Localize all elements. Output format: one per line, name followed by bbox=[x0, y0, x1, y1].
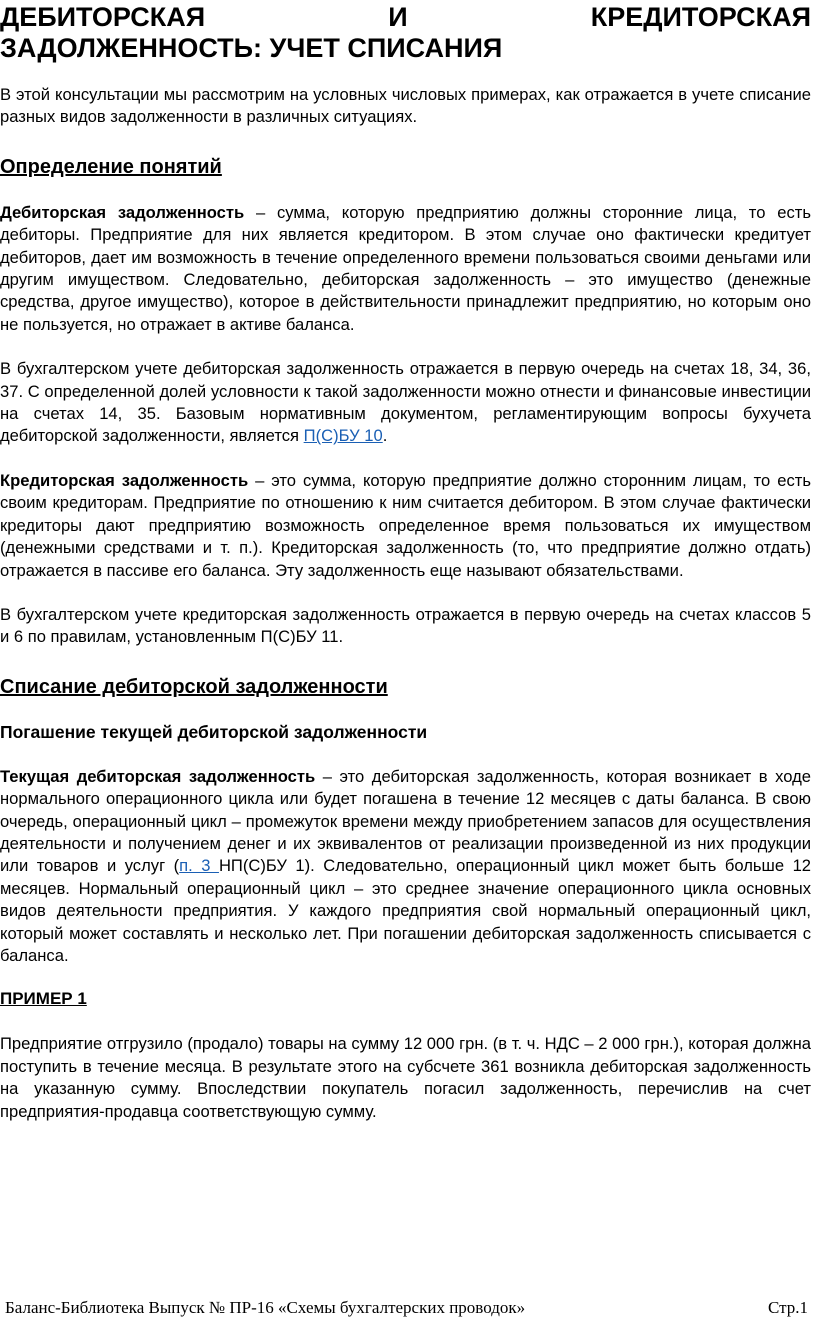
payables-definition-text: – это сумма, которую предприятие должно сторонним лицам, то есть своим кредиторам. Предприятие по отношению к ним считается дебитором. В этом случае фактически кредиторы дают предприятию возможность определенное время пользоваться их имуществом (денежными средствами и т. п.). Кредиторская задолженность (то, что предприятие должно отдать) отражается в пассиве его баланса. Эту задолженность еще называют обязательствами. bbox=[0, 470, 811, 580]
page-footer bbox=[5, 1298, 808, 1318]
footer-publication: Баланс-Библиотека Выпуск № ПР-16 «Схемы бухгалтерских проводок» bbox=[5, 1298, 526, 1317]
receivables-definition-text: – сумма, которую предприятию должны сторонние лица, то есть дебиторы. Предприятие для них является кредитором. В этом случае оно фактически кредитует дебиторов, дает им возможность в течение определенного времени пользоваться своими деньгами или другим имуществом. Следовательно, дебиторская задолженность – это имущество (денежные средства, другое имущество), которое в действительности принадлежит предприятию, но которым оно не пользуется, но отражает в активе баланса. bbox=[0, 202, 811, 334]
receivables-accounting-text: В бухгалтерском учете дебиторская задолженность отражается в первую очередь на счетах 18, 34, 36, 37. С определенной долей условности к такой задолженности можно отнести и финансовые инвестиции на счетах 14, 35. Базовым нормативным документом, регламентирующим вопросы бухучета дебиторской задолженности, является bbox=[0, 359, 811, 446]
term-receivables: Дебиторская задолженность bbox=[0, 202, 245, 222]
receivables-accounting bbox=[0, 358, 811, 448]
page-title bbox=[0, 2, 811, 64]
section-definitions-heading: Определение понятий bbox=[0, 155, 222, 178]
payables-accounting: В бухгалтерском учете кредиторская задолженность отражается в первую очередь на счетах классов 5 и 6 по правилам, установленным П(С)БУ 11. bbox=[0, 604, 811, 647]
example-1-heading: ПРИМЕР 1 bbox=[0, 989, 87, 1009]
title-word-3: КРЕДИТОРСКАЯ bbox=[590, 2, 811, 32]
current-receivables-paragraph bbox=[0, 766, 811, 968]
np3-link[interactable]: п. 3 bbox=[179, 856, 219, 876]
term-payables: Кредиторская задолженность bbox=[0, 470, 249, 490]
receivables-definition bbox=[0, 202, 811, 336]
title-word-1: ДЕБИТОРСКАЯ bbox=[0, 2, 206, 32]
term-current-receivables: Текущая дебиторская задолженность bbox=[0, 766, 316, 786]
title-word-2: И bbox=[388, 2, 408, 32]
payables-definition bbox=[0, 470, 811, 582]
intro-paragraph: В этой консультации мы рассмотрим на условных числовых примерах, как отражается в учете списание разных видов задолженности в различных ситуациях. bbox=[0, 85, 811, 127]
example-1-paragraph: Предприятие отгрузило (продало) товары на сумму 12 000 грн. (в т. ч. НДС – 2 000 грн.), которая должна поступить в течение месяца. В результате этого на субсчете 361 возникла дебиторская задолженность на указанную сумму. Впоследствии покупатель погасил задолженность, перечислив на счет предприятия-продавца соответствующую сумму. bbox=[0, 1034, 811, 1121]
title-line-1 bbox=[0, 2, 811, 33]
title-line-2: ЗАДОЛЖЕННОСТЬ: УЧЕТ СПИСАНИЯ bbox=[0, 33, 503, 63]
current-receivables-text: – это дебиторская задолженность, которая возникает в ходе нормального операционного цикла или будет погашена в течение 12 месяцев с даты баланса. В свою очередь, операционный цикл – промежуток времени между приобретением запасов для осуществления деятельности и получением денег и их эквивалентов от реализации произведенной из них продукции или товаров и услуг ( bbox=[0, 766, 811, 876]
psbu10-link[interactable]: П(С)БУ 10 bbox=[303, 426, 383, 446]
section-writeoff-heading: Списание дебиторской задолженности bbox=[0, 675, 388, 698]
subsection-current-receivables-heading: Погашение текущей дебиторской задолженности bbox=[0, 721, 428, 742]
receivables-accounting-end: . bbox=[382, 426, 388, 446]
footer-page-number: Стр.1 bbox=[767, 1298, 808, 1317]
current-receivables-text-2: НП(С)БУ 1). Следовательно, операционный цикл может быть больше 12 месяцев. Нормальный операционный цикл – это среднее значение операционного цикла основных видов деятельности предприятия. У каждого предприятия свой нормальный операционный цикл, который может составлять и несколько лет. При погашении дебиторская задолженность списывается с баланса. bbox=[0, 856, 812, 965]
